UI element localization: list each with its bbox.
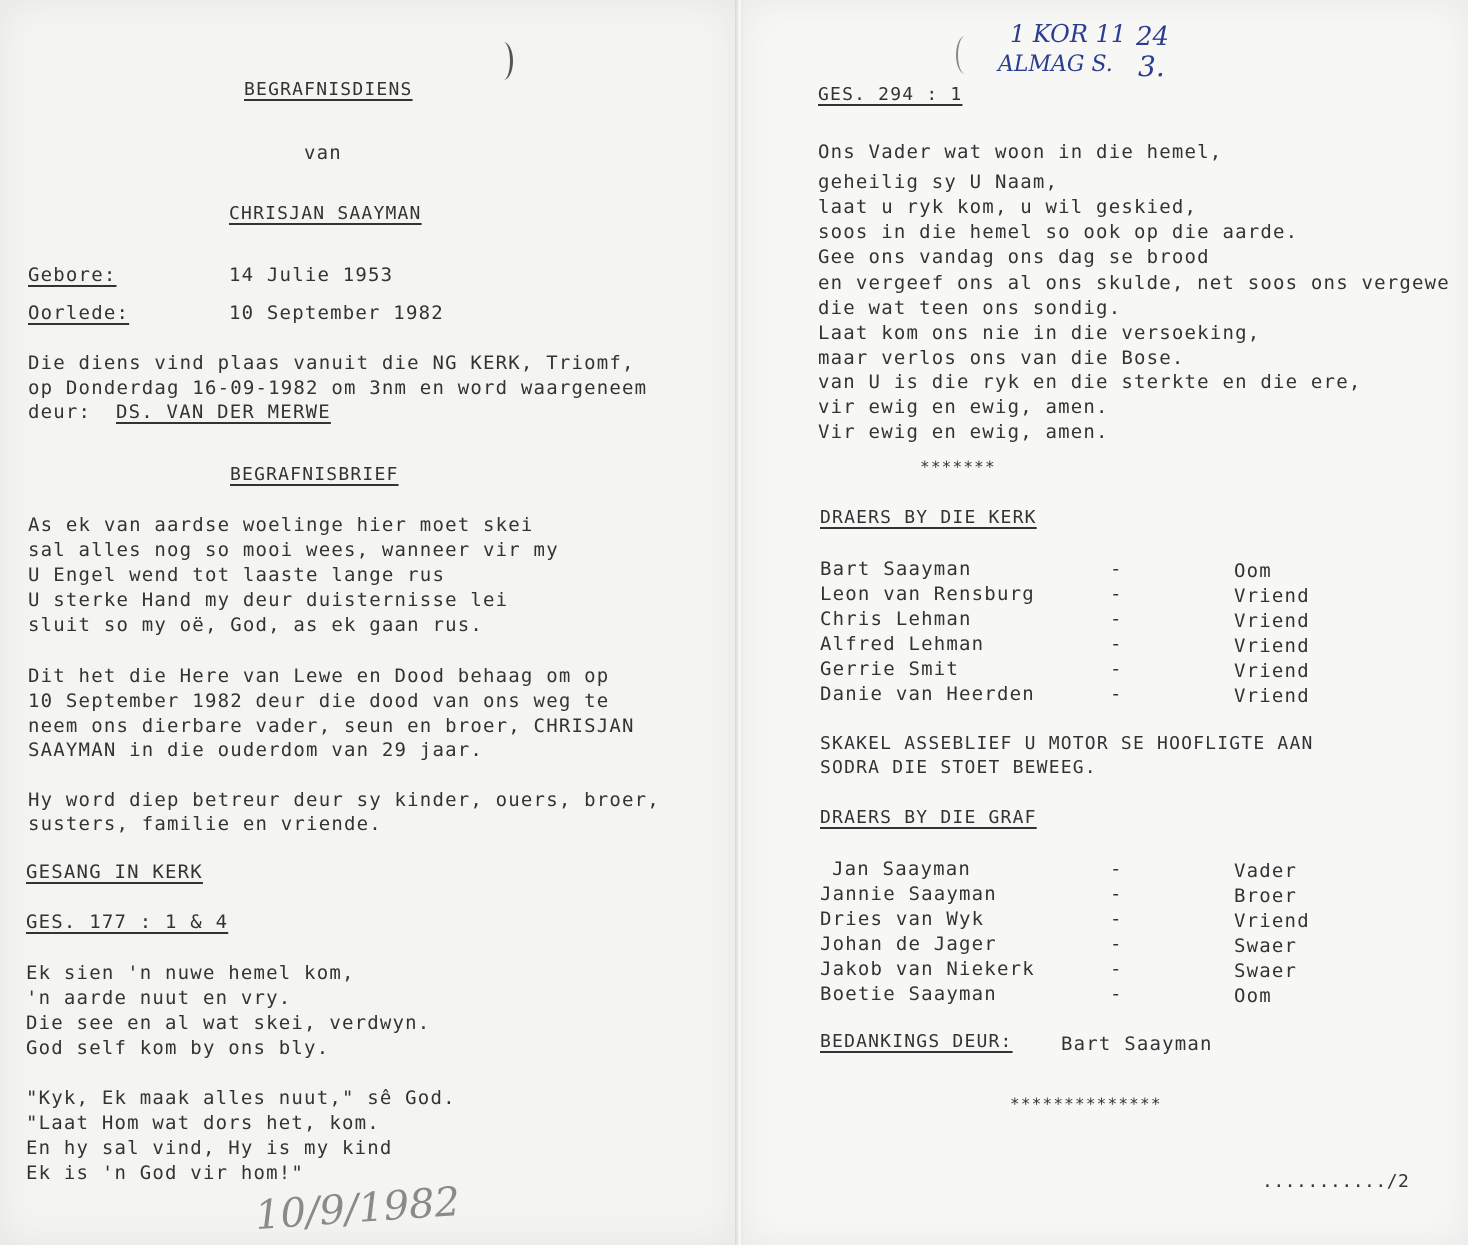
prayer-line: laat u ryk kom, u wil geskied,	[818, 196, 1198, 218]
bearer-name: Chris Lehman	[820, 608, 972, 630]
hymn-line: En hy sal vind, Hy is my kind	[26, 1137, 393, 1159]
separator-stars: *******	[920, 457, 996, 476]
poem-line: sal alles nog so mooi wees, wanneer vir my	[28, 539, 559, 561]
bearer-role: Vriend	[1234, 660, 1310, 682]
bearer-dash: -	[1110, 583, 1123, 605]
hymn-reference: GES. 177 : 1 & 4	[26, 911, 229, 933]
bearer-role: Vriend	[1234, 910, 1310, 932]
service-line: op Donderdag 16-09-1982 om 3nm en word waargeneem	[28, 377, 648, 399]
bearer-name: Johan de Jager	[820, 933, 997, 955]
bearer-role: Broer	[1234, 885, 1298, 907]
poem-line: As ek van aardse woelinge hier moet skei	[28, 514, 534, 536]
hymn-reference: GES. 294 : 1	[818, 84, 963, 105]
bearer-name: Leon van Rensburg	[820, 583, 1035, 605]
bearer-role: Vriend	[1234, 685, 1310, 707]
bearer-role: Oom	[1234, 560, 1272, 582]
bearer-name: Dries van Wyk	[820, 908, 985, 930]
page-fold	[735, 0, 743, 1245]
bearer-name: Boetie Saayman	[820, 983, 997, 1005]
bearer-name: Alfred Lehman	[820, 633, 985, 655]
died-label: Oorlede:	[28, 302, 130, 324]
handwritten-date: 10/9/1982	[253, 1178, 462, 1240]
bearer-dash: -	[1110, 608, 1123, 630]
bearer-role: Vriend	[1234, 610, 1310, 632]
prayer-line: die wat teen ons sondig.	[818, 297, 1122, 319]
prayer-line: Ons Vader wat woon in die hemel,	[818, 141, 1223, 163]
prayer-line: geheilig sy U Naam,	[818, 171, 1059, 193]
bearer-name: Jan Saayman	[832, 858, 972, 880]
brief-heading: BEGRAFNISBRIEF	[230, 464, 399, 485]
born-value: 14 Julie 1953	[229, 264, 394, 286]
prayer-line: en vergeef ons al ons skulde, net soos ons vergewe	[818, 272, 1450, 294]
notice-line: 10 September 1982 deur die dood van ons weg te	[28, 690, 610, 712]
separator-stars: **************	[1010, 1094, 1162, 1113]
thanks-name: Bart Saayman	[1061, 1033, 1213, 1055]
gesang-heading: GESANG IN KERK	[26, 861, 203, 883]
notice-line: neem ons dierbare vader, seun en broer, CHRISJAN	[28, 715, 635, 737]
died-value: 10 September 1982	[229, 302, 444, 324]
headlights-notice: SODRA DIE STOET BEWEEG.	[820, 757, 1097, 778]
poem-line: U Engel wend tot laaste lange rus	[28, 564, 446, 586]
prayer-line: van U is die ryk en die sterkte en die ere,	[818, 371, 1362, 393]
church-bearers-heading: DRAERS BY DIE KERK	[820, 507, 1037, 528]
bearer-dash: -	[1110, 883, 1123, 905]
service-line: deur:	[28, 401, 92, 423]
mourners-line: susters, familie en vriende.	[28, 813, 382, 835]
prayer-line: soos in die hemel so ook op die aarde.	[818, 221, 1299, 243]
hymn-line: 'n aarde nuut en vry.	[26, 987, 292, 1009]
bearer-name: Jakob van Niekerk	[820, 958, 1035, 980]
grave-bearers-heading: DRAERS BY DIE GRAF	[820, 807, 1037, 828]
handwritten-reference: 1 KOR 11	[1010, 20, 1127, 48]
hymn-line: God self kom by ons bly.	[26, 1037, 330, 1059]
deceased-name: CHRISJAN SAAYMAN	[229, 203, 422, 224]
bearer-dash: -	[1110, 558, 1123, 580]
page-continuation: .........../2	[1262, 1171, 1410, 1192]
van-label: van	[304, 142, 342, 164]
handwritten-reference: ALMAG S.	[998, 52, 1113, 77]
handwritten-reference-number: 24	[1136, 22, 1170, 52]
service-title: BEGRAFNISDIENS	[244, 79, 413, 100]
service-line: Die diens vind plaas vanuit die NG KERK, Triomf,	[28, 352, 635, 374]
hymn-line: "Laat Hom wat dors het, kom.	[26, 1112, 380, 1134]
hymn-line: "Kyk, Ek maak alles nuut," sê God.	[26, 1087, 456, 1109]
bearer-role: Swaer	[1234, 960, 1298, 982]
prayer-line: Gee ons vandag ons dag se brood	[818, 246, 1210, 268]
poem-line: U sterke Hand my deur duisternisse lei	[28, 589, 509, 611]
bearer-role: Vriend	[1234, 585, 1310, 607]
bearer-dash: -	[1110, 933, 1123, 955]
bearer-dash: -	[1110, 983, 1123, 1005]
prayer-line: vir ewig en ewig, amen.	[818, 396, 1109, 418]
bearer-role: Vriend	[1234, 635, 1310, 657]
notice-line: Dit het die Here van Lewe en Dood behaag om op	[28, 665, 610, 687]
born-label: Gebore:	[28, 264, 117, 286]
bearer-name: Jannie Saayman	[820, 883, 997, 905]
notice-line: SAAYMAN in die ouderdom van 29 jaar.	[28, 739, 484, 761]
prayer-line: maar verlos ons van die Bose.	[818, 347, 1185, 369]
bearer-dash: -	[1110, 858, 1123, 880]
punch-hole-mark	[494, 42, 513, 80]
bearer-role: Swaer	[1234, 935, 1298, 957]
bearer-dash: -	[1110, 683, 1123, 705]
hymn-line: Ek is 'n God vir hom!"	[26, 1162, 305, 1184]
bearer-role: Vader	[1234, 860, 1298, 882]
hymn-line: Die see en al wat skei, verdwyn.	[26, 1012, 431, 1034]
handwritten-reference-number: 3.	[1138, 50, 1165, 83]
thanks-label: BEDANKINGS DEUR:	[820, 1031, 1013, 1052]
bearer-dash: -	[1110, 633, 1123, 655]
minister-name: DS. VAN DER MERWE	[116, 401, 331, 423]
poem-line: sluit so my oë, God, as ek gaan rus.	[28, 614, 484, 636]
punch-hole-mark	[956, 36, 974, 74]
bearer-dash: -	[1110, 958, 1123, 980]
bearer-name: Danie van Heerden	[820, 683, 1035, 705]
bearer-role: Oom	[1234, 985, 1272, 1007]
prayer-line: Vir ewig en ewig, amen.	[818, 421, 1109, 443]
bearer-name: Bart Saayman	[820, 558, 972, 580]
headlights-notice: SKAKEL ASSEBLIEF U MOTOR SE HOOFLIGTE AAN	[820, 733, 1314, 754]
mourners-line: Hy word diep betreur deur sy kinder, ouers, broer,	[28, 789, 660, 811]
bearer-dash: -	[1110, 658, 1123, 680]
hymn-line: Ek sien 'n nuwe hemel kom,	[26, 962, 355, 984]
prayer-line: Laat kom ons nie in die versoeking,	[818, 322, 1261, 344]
bearer-name: Gerrie Smit	[820, 658, 960, 680]
bearer-dash: -	[1110, 908, 1123, 930]
